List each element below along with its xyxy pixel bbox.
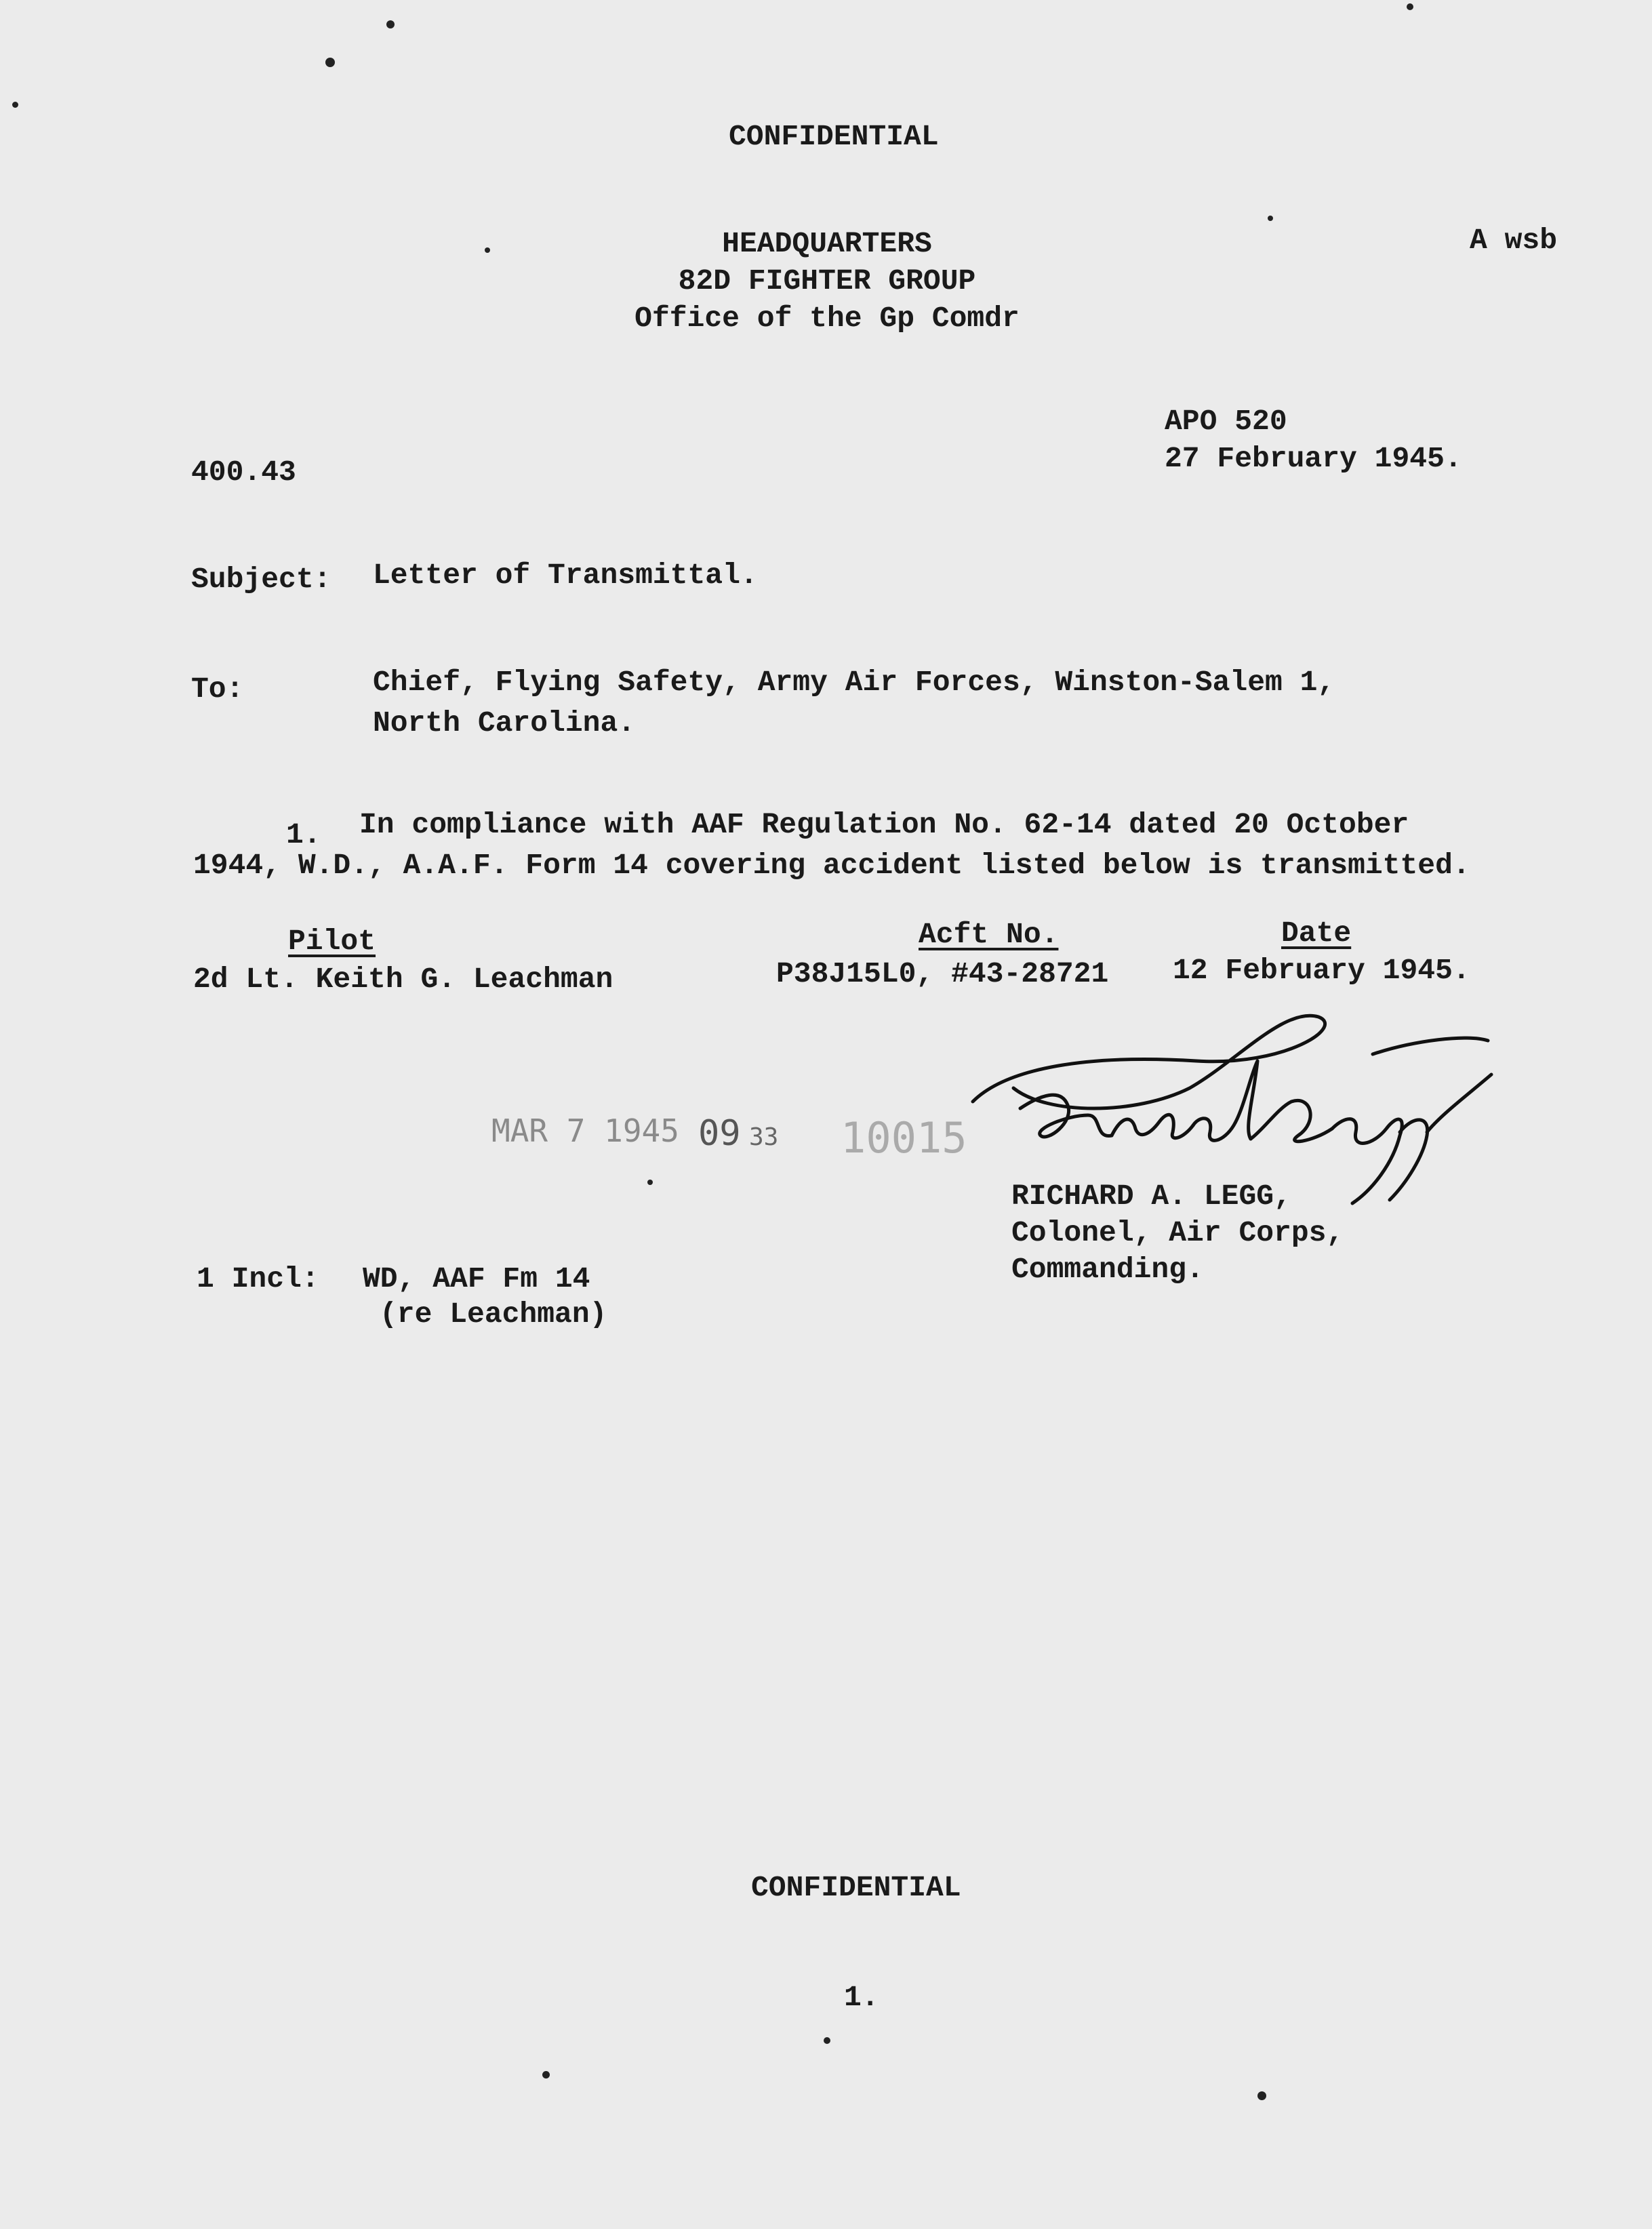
scan-speck <box>1407 3 1413 10</box>
paragraph-line-2: 1944, W.D., A.A.F. Form 14 covering accident listed below is transmitted. <box>193 849 1470 882</box>
scan-speck <box>386 20 395 28</box>
table-header-pilot: Pilot <box>288 925 376 958</box>
table-cell-aircraft: P38J15L0, #43-28721 <box>776 957 1109 990</box>
apo-number: APO 520 <box>1165 405 1287 438</box>
enclosure-label: 1 Incl: <box>197 1262 319 1296</box>
signer-name: RICHARD A. LEGG, <box>1011 1180 1291 1213</box>
to-label: To: <box>191 672 244 706</box>
scan-speck <box>12 102 18 108</box>
org-headquarters: HEADQUARTERS <box>722 227 932 260</box>
received-stamp-number: 10015 <box>841 1113 967 1163</box>
scan-speck <box>647 1180 653 1185</box>
org-office: Office of the Gp Comdr <box>634 302 1020 335</box>
scan-speck <box>824 2037 830 2044</box>
file-number: 400.43 <box>191 456 296 489</box>
paragraph-number: 1. <box>286 818 321 851</box>
org-fighter-group: 82D FIGHTER GROUP <box>678 264 976 298</box>
classification-bottom: CONFIDENTIAL <box>751 1871 961 1904</box>
enclosure-line-2: (re Leachman) <box>380 1298 607 1331</box>
table-header-aircraft: Acft No. <box>919 918 1059 951</box>
signer-role: Commanding. <box>1011 1253 1204 1286</box>
scan-speck <box>325 58 335 67</box>
enclosure-line-1: WD, AAF Fm 14 <box>363 1262 590 1296</box>
received-stamp-time: 09 <box>698 1113 741 1154</box>
table-header-date: Date <box>1281 917 1352 950</box>
subject-label: Subject: <box>191 563 331 596</box>
signer-rank: Colonel, Air Corps, <box>1011 1216 1344 1249</box>
received-stamp-date: MAR 7 1945 <box>491 1112 679 1149</box>
subject-text: Letter of Transmittal. <box>373 559 758 592</box>
scan-speck <box>1257 2091 1266 2100</box>
routing-note: A wsb <box>1470 224 1558 257</box>
scan-speck <box>542 2071 550 2079</box>
to-line-1: Chief, Flying Safety, Army Air Forces, Winston-Salem 1, <box>373 666 1335 699</box>
letter-date: 27 February 1945. <box>1165 442 1462 475</box>
paragraph-line-1: In compliance with AAF Regulation No. 62-14 dated 20 October <box>359 808 1409 841</box>
table-cell-date: 12 February 1945. <box>1173 954 1470 987</box>
received-stamp-minutes: 33 <box>749 1123 779 1151</box>
scan-speck <box>1268 216 1273 221</box>
to-line-2: North Carolina. <box>373 706 636 740</box>
page-number: 1. <box>844 1981 879 2014</box>
table-cell-pilot: 2d Lt. Keith G. Leachman <box>193 963 613 996</box>
scan-speck <box>485 247 490 253</box>
classification-top: CONFIDENTIAL <box>729 120 939 153</box>
